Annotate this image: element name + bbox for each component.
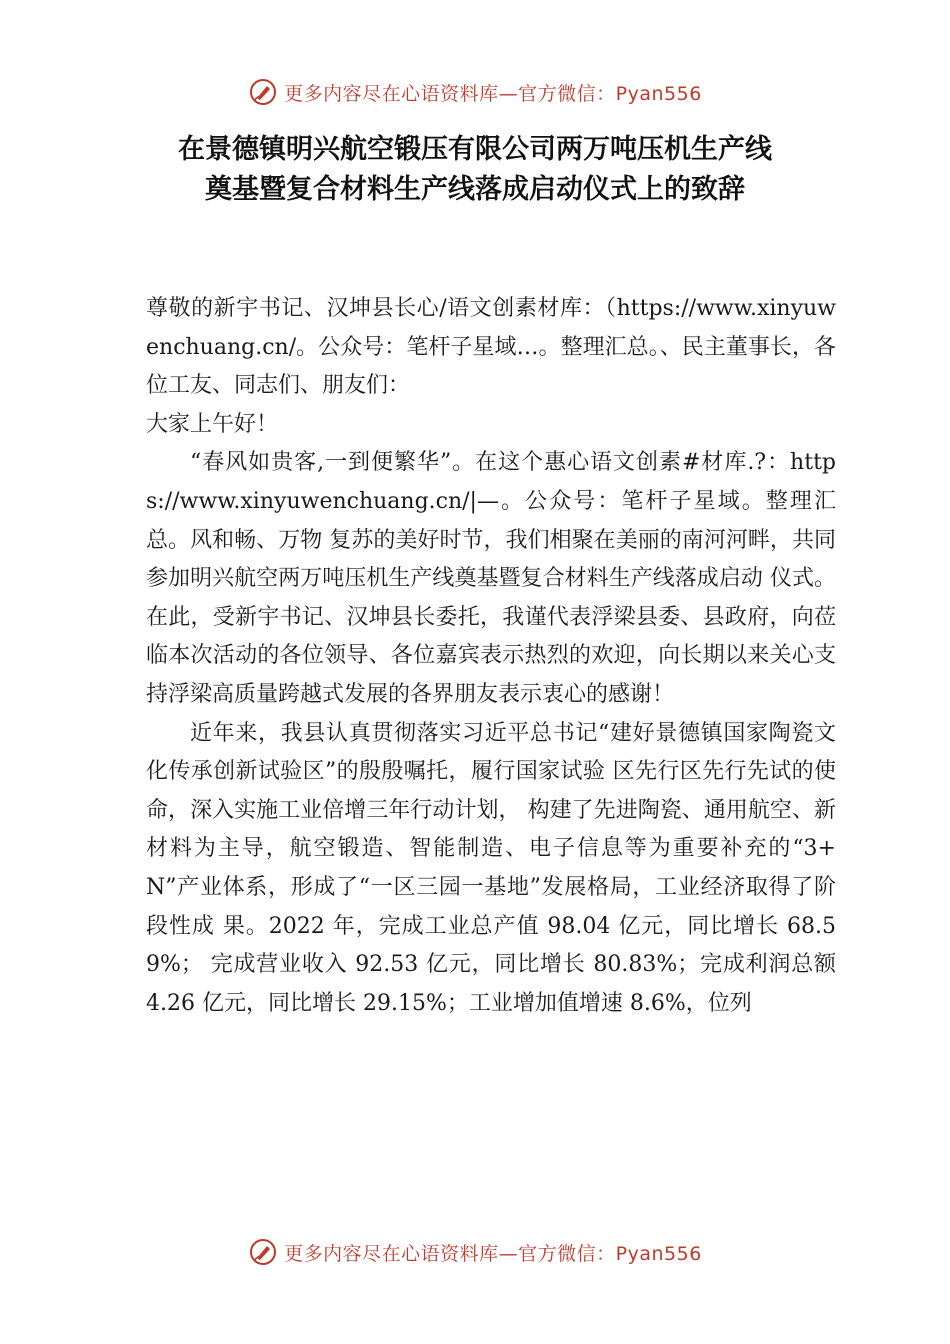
title-line-2: 奠基暨复合材料生产线落成启动仪式上的致辞: [205, 174, 745, 205]
footer-watermark: [0, 1232, 950, 1272]
pen-nib-logo-icon: [248, 1237, 278, 1267]
header-watermark: [0, 72, 950, 112]
paragraph-1: “春风如贵客,一到便繁华”。在这个惠心语文创素#材库.?：https://www.xinyuwenchuang.cn/|—。公众号：笔杆子星域。整理汇总。风和畅、万物 复苏的美好时节，我们相聚在美丽的南河河畔，共同参加明兴航空两万吨压机生产线奠基暨复合材料生产线落成启动 仪式。在此，受新宇书记、汉坤县长委托，我谨代表浮梁县委、县政府，向莅临本次活动的各位领导、各位嘉宾表示热烈的欢迎，向长期以来关心支持浮梁高质量跨越式发展的各界朋友表示衷心的感谢！: [146, 450, 836, 707]
title-line-1: 在景德镇明兴航空锻压有限公司两万吨压机生产线: [178, 134, 772, 165]
paragraph-2: 近年来，我县认真贯彻落实习近平总书记“建好景德镇国家陶瓷文化传承创新试验区”的殷殷嘱托，履行国家试验 区先行区先行先试的使命，深入实施工业倍增三年行动计划， 构建了先进陶瓷、通用航空、新材料为主导，航空锻造、智能制造、电子信息等为重要补充的“3+N”产业体系，形成了“一区三园一基地”发展格局，工业经济取得了阶段性成 果。2022 年，完成工业总产值 98.04 亿元，同比增长 68.59%； 完成营业收入 92.53 亿元，同比增长 80.83%；完成利润总额 4.26 亿元，同比增长 29.15%；工业增加值增速 8.6%，位列: [146, 720, 836, 1016]
footer-watermark-text: 更多内容尽在心语资料库—官方微信：Pyan556: [284, 1242, 702, 1265]
document-body: [146, 290, 836, 1023]
header-watermark-text: 更多内容尽在心语资料库—官方微信：Pyan556: [284, 82, 702, 105]
pen-nib-logo-icon: [248, 77, 278, 107]
salutation: 尊敬的新宇书记、汉坤县长心/语文创素材库：（https://www.xinyuwenchuang.cn/。公众号：笔杆子星域…。整理汇总。、民主董事长，各位工友、同志们、朋友们：: [146, 296, 836, 399]
document-title: [0, 130, 950, 210]
greeting: 大家上午好！: [146, 411, 279, 437]
